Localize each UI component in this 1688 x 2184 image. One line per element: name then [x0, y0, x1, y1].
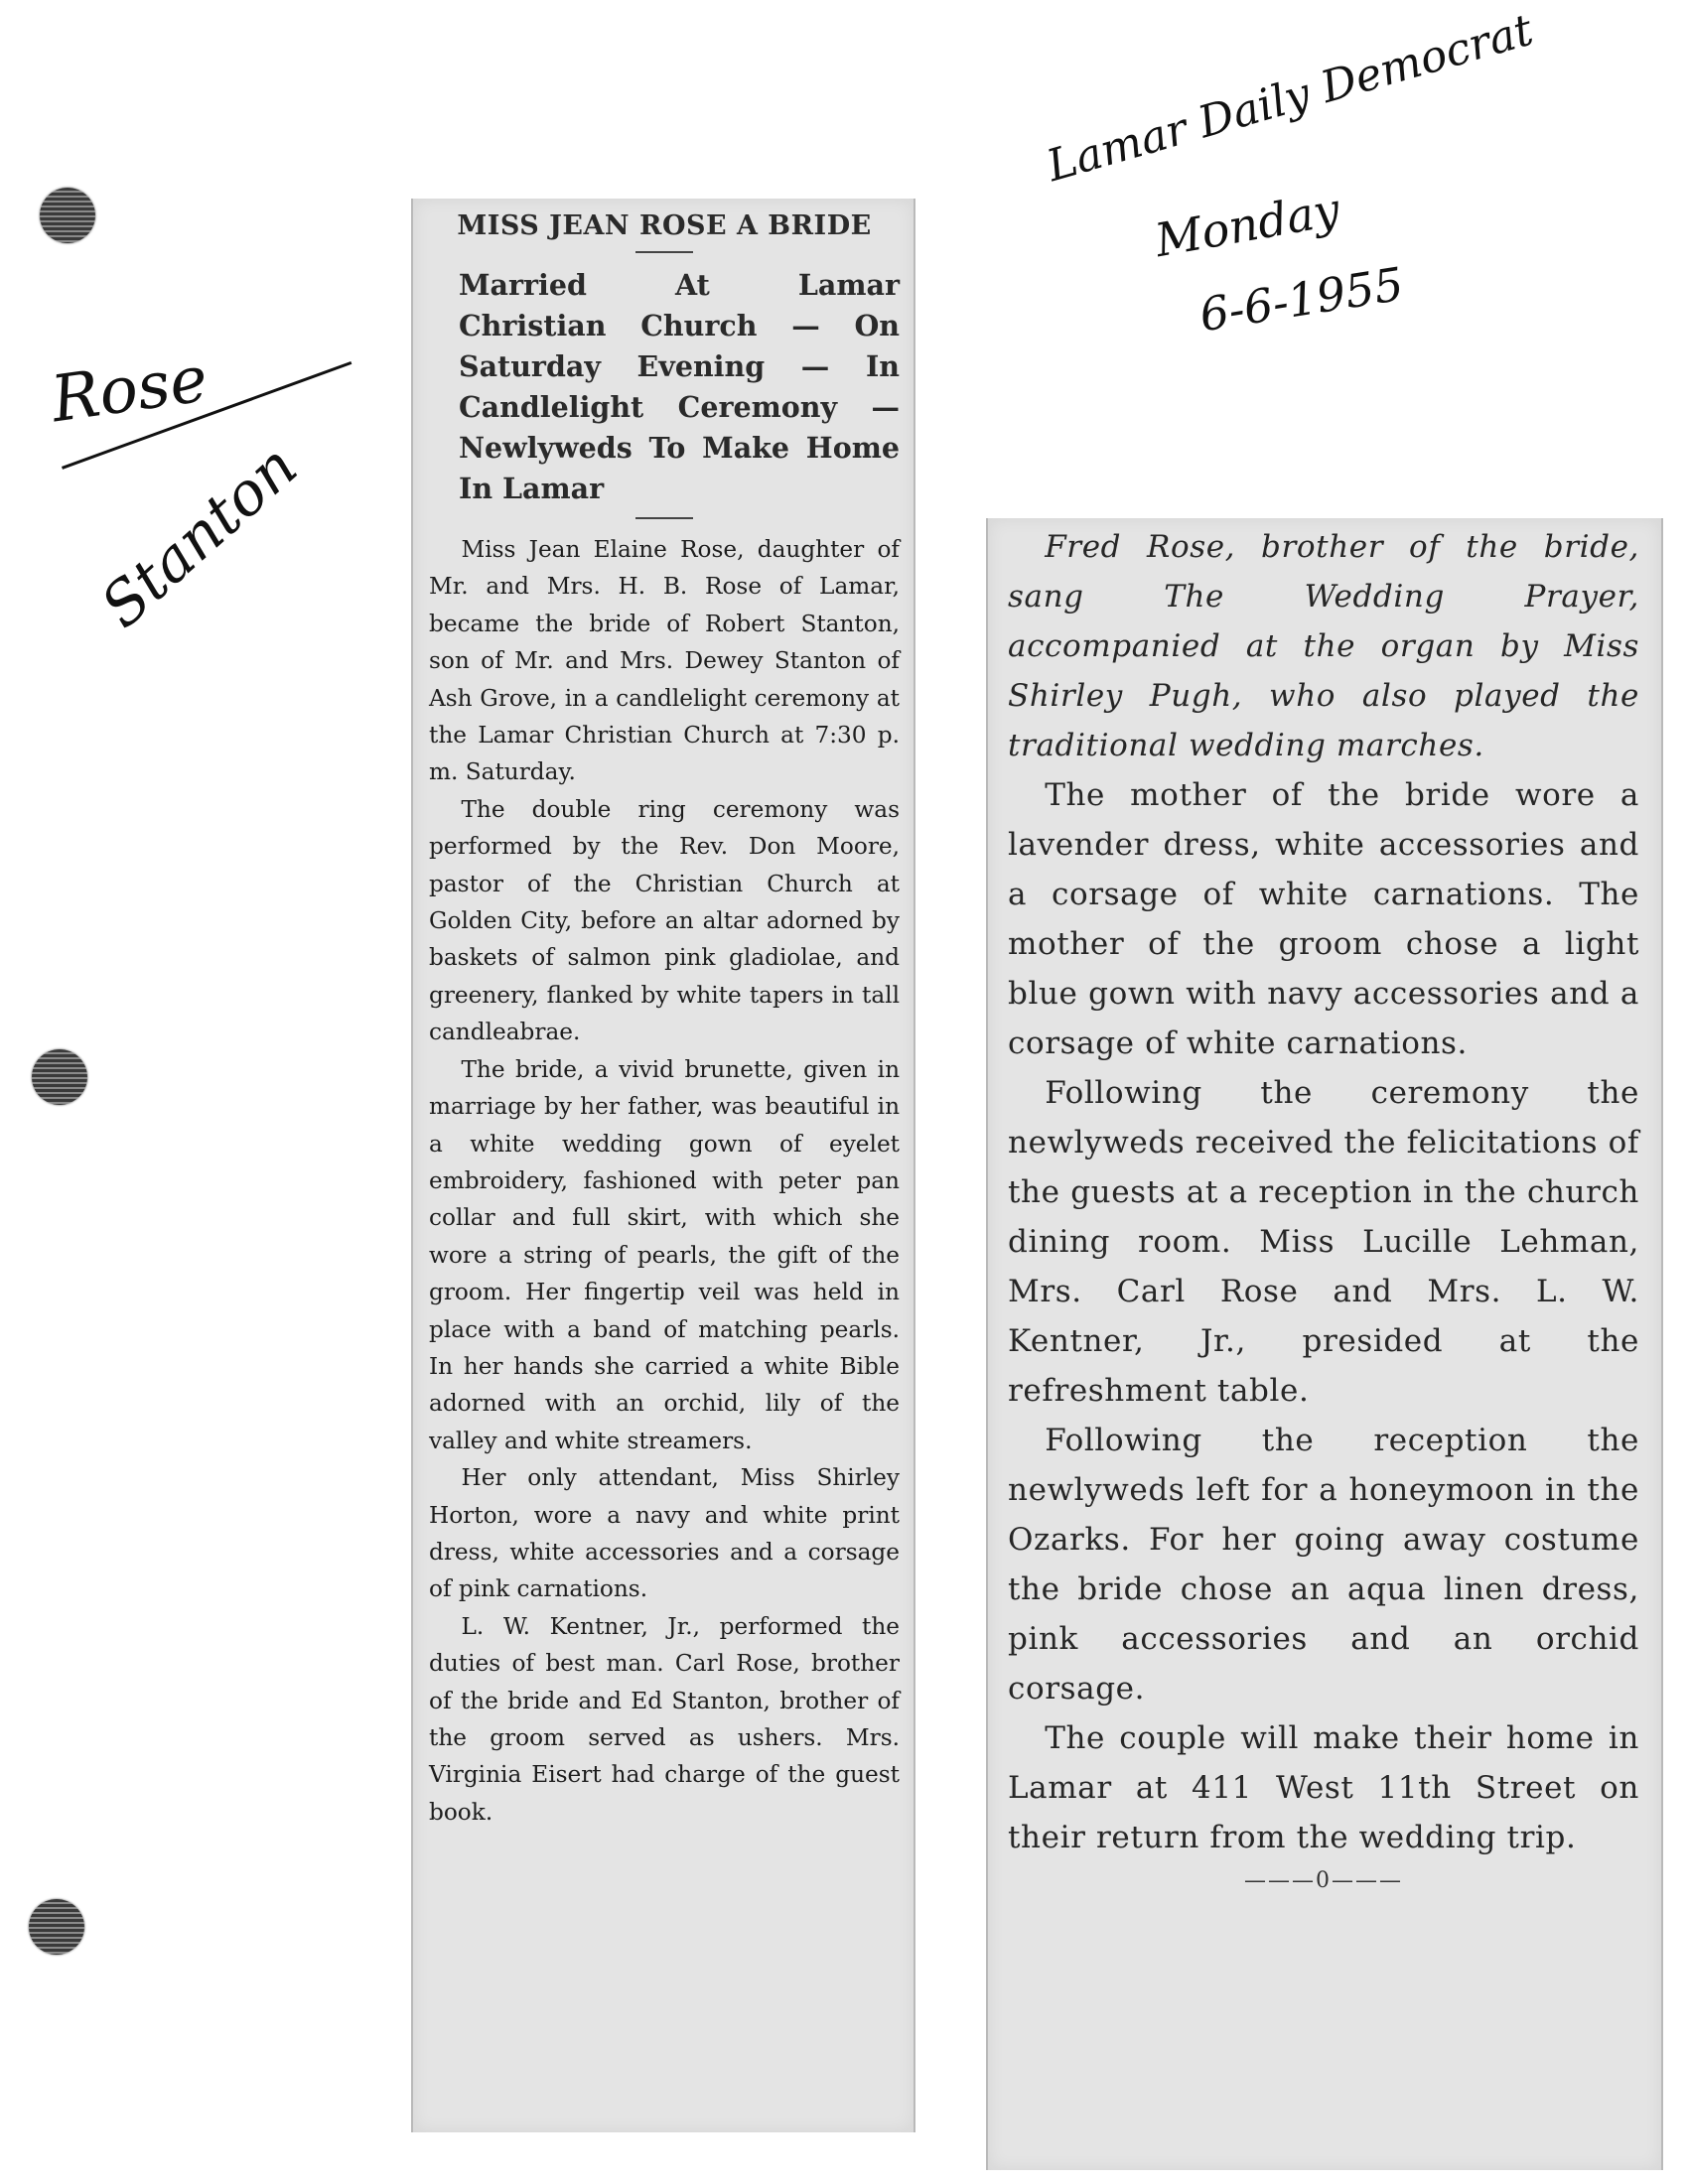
- article-paragraph: The couple will make their home in Lamar at 411 West 11th Street on their return from the wedding trip.: [1008, 1720, 1639, 1855]
- article-paragraph: The bride, a vivid brunette, given in marriage by her father, was beautiful in a white wedding gown of eyelet embroidery, fashioned with peter pan collar and full skirt, with which she wore a string of pearls, the gift of the groom. Her fingertip veil was held in place with a band of matching pearls. In her hands she carried a white Bible adorned with an orchid, lily of the valley and white streamers.: [429, 1055, 900, 1454]
- article-paragraph: The double ring ceremony was performed by the Rev. Don Moore, pastor of the Christian Church at Golden City, before an altar adorned by baskets of salmon pink gladiolae, and greenery, flanked by white tapers in tall candleabrae.: [429, 795, 900, 1046]
- article-paragraph: Fred Rose, brother of the bride, sang The Wedding Prayer, accompanied at the organ by Miss Shirley Pugh, who also played the traditional wedding marches.: [1008, 529, 1639, 763]
- newspaper-clipping-right: [986, 518, 1663, 2170]
- deck-rule: [635, 517, 693, 519]
- handwritten-name-stanton: Stanton: [87, 431, 311, 642]
- binder-hole-middle: [32, 1049, 87, 1105]
- article-end-mark: ———0———: [1244, 1868, 1403, 1893]
- article-paragraph: Following the ceremony the newlyweds received the felicitations of the guests at a reception in the church dining room. Miss Lucille Lehman, Mrs. Carl Rose and Mrs. L. W. Kentner, Jr., presided at the refreshment table.: [1008, 1075, 1639, 1409]
- handwritten-day: Monday: [1151, 182, 1344, 268]
- binder-hole-top: [40, 188, 95, 243]
- article-paragraph: Her only attendant, Miss Shirley Horton, wore a navy and white print dress, white accessories and a corsage of pink carnations.: [429, 1464, 900, 1603]
- article-paragraph: L. W. Kentner, Jr., performed the duties of best man. Carl Rose, brother of the bride and Ed Stanton, brother of the groom served as ushers. Mrs. Virginia Eisert had charge of the guest book.: [429, 1612, 900, 1826]
- article-paragraph: The mother of the bride wore a lavender dress, white accessories and a corsage of white carnations. The mother of the groom chose a light blue gown with navy accessories and a corsage of white carnations.: [1008, 777, 1639, 1061]
- article-paragraph: Following the reception the newlyweds left for a honeymoon in the Ozarks. For her going away costume the bride chose an aqua linen dress, pink accessories and an orchid corsage.: [1008, 1423, 1639, 1706]
- binder-hole-bottom: [29, 1899, 84, 1955]
- headline-rule: [635, 251, 693, 253]
- article-deck: Married At Lamar Christian Church — On Saturday Evening — In Candlelight Ceremony — Newlyweds To Make Home In Lamar: [459, 268, 900, 505]
- handwritten-newspaper-name: Lamar Daily Democrat: [1041, 4, 1539, 193]
- article-paragraph: Miss Jean Elaine Rose, daughter of Mr. and Mrs. H. B. Rose of Lamar, became the bride of Robert Stanton, son of Mr. and Mrs. Dewey Stanton of Ash Grove, in a candlelight ceremony at the Lamar Christian Church at 7:30 p. m. Saturday.: [429, 536, 900, 786]
- handwritten-name-rose: Rose: [47, 342, 212, 438]
- newspaper-clipping-left: [411, 199, 915, 2132]
- handwritten-date: 6-6-1955: [1196, 256, 1407, 342]
- article-headline: MISS JEAN ROSE A BRIDE: [457, 210, 872, 241]
